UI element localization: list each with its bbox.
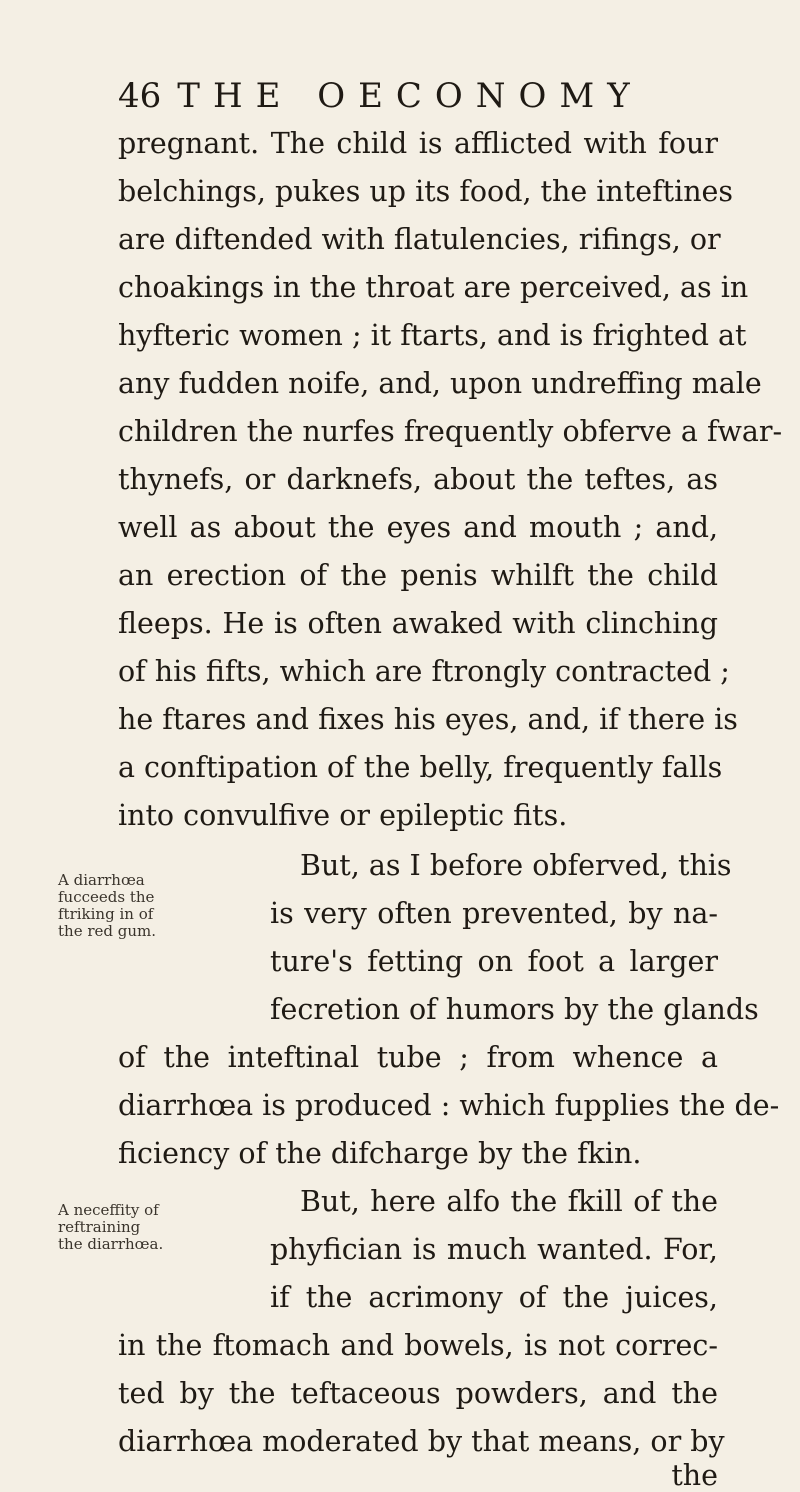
- body-line: But, as I before obferved, this: [300, 849, 732, 882]
- margin-note-line: reftraining: [58, 1218, 141, 1236]
- body-line: ficiency of the difcharge by the fkin.: [118, 1137, 642, 1170]
- body-line: if the acrimony of the juices,: [270, 1281, 718, 1314]
- body-line: in the ftomach and bowels, is not correc-: [118, 1329, 718, 1362]
- body-line: is very often prevented, by na-: [270, 897, 718, 930]
- body-line: of the inteftinal tube ; from whence a: [118, 1041, 718, 1074]
- body-line: But, here alfo the fkill of the: [300, 1185, 718, 1218]
- body-line: fecretion of humors by the glands: [270, 993, 759, 1026]
- body-line: of his fifts, which are ftrongly contracted ;: [118, 655, 730, 688]
- margin-note-line: the red gum.: [58, 922, 157, 940]
- body-line: hyfteric women ; it ftarts, and is frighted at: [118, 319, 747, 352]
- body-line: into convulfive or epileptic fits.: [118, 799, 568, 832]
- margin-note-line: ftriking in of: [58, 905, 154, 923]
- body-line: any fudden noife, and, upon undreffing male: [118, 367, 762, 400]
- body-line: ture's fetting on foot a larger: [270, 945, 718, 978]
- body-line: are diftended with flatulencies, rifings, or: [118, 223, 721, 256]
- body-line: phyfician is much wanted. For,: [270, 1233, 718, 1266]
- body-line: belchings, pukes up its food, the inteftines: [118, 175, 734, 208]
- margin-note-line: A diarrhœa: [58, 871, 145, 889]
- body-line: diarrhœa moderated by that means, or by: [118, 1425, 725, 1458]
- running-title: THE OECONOMY: [177, 76, 643, 116]
- body-line: a conftipation of the belly, frequently falls: [118, 751, 723, 784]
- running-header: [118, 76, 718, 116]
- margin-note: [58, 872, 208, 940]
- body-line: an erection of the penis whilft the child: [118, 559, 718, 592]
- body-line: thynefs, or darknefs, about the teftes, as: [118, 463, 718, 496]
- margin-note-line: the diarrhœa.: [58, 1235, 164, 1253]
- body-line: choakings in the throat are perceived, as in: [118, 271, 749, 304]
- body-line: ted by the teftaceous powders, and the: [118, 1377, 718, 1410]
- catchword: the: [671, 1459, 718, 1492]
- body-line: pregnant. The child is afflicted with four: [118, 127, 718, 160]
- body-line: well as about the eyes and mouth ; and,: [118, 511, 718, 544]
- margin-note-line: fucceeds the: [58, 888, 155, 906]
- body-line: he ftares and fixes his eyes, and, if there is: [118, 703, 738, 736]
- page-number: 46: [118, 76, 162, 116]
- body-line: fleeps. He is often awaked with clinching: [118, 607, 718, 640]
- body-line: diarrhœa is produced : which fupplies the de-: [118, 1089, 780, 1122]
- margin-note: [58, 1202, 208, 1253]
- body-line: children the nurfes frequently obferve a fwar-: [118, 415, 783, 448]
- margin-note-line: A neceffity of: [58, 1201, 159, 1219]
